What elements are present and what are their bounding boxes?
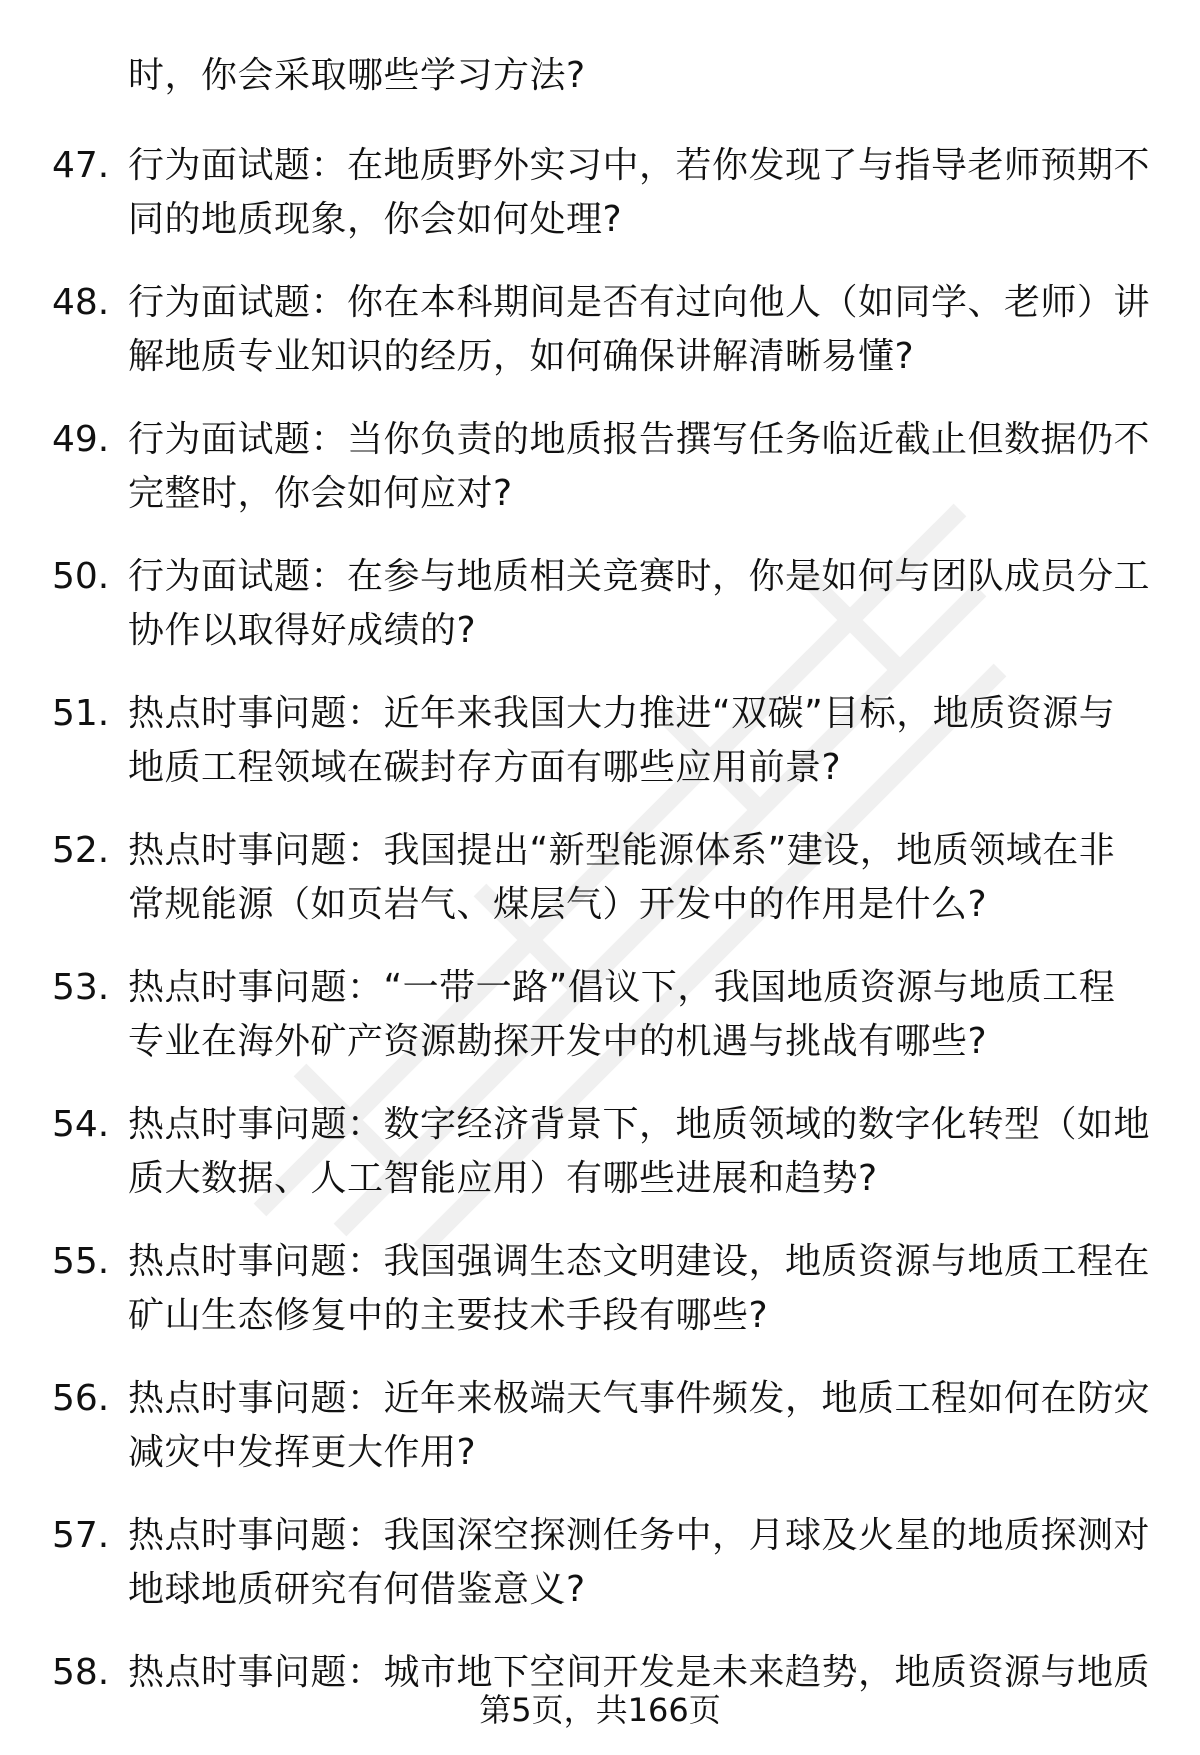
question-text-line: 减灾中发挥更大作用? [128, 1432, 477, 1473]
question-number: 52. [52, 830, 110, 871]
question-number: 54. [52, 1104, 110, 1145]
question-text-line: 矿山生态修复中的主要技术手段有哪些? [128, 1295, 769, 1336]
question-text-line: 协作以取得好成绩的? [128, 610, 477, 651]
question-text-line: 行为面试题：在参与地质相关竞赛时，你是如何与团队成员分工 [128, 556, 1151, 597]
page-footer: 第5页，共166页 [479, 1691, 721, 1729]
question-text-line: 行为面试题：当你负责的地质报告撰写任务临近截止但数据仍不 [128, 419, 1151, 460]
question-text-line: 同的地质现象，你会如何处理? [128, 199, 623, 240]
question-number: 48. [52, 282, 110, 323]
question-text-line: 热点时事问题：我国深空探测任务中，月球及火星的地质探测对 [128, 1515, 1151, 1556]
question-number: 56. [52, 1378, 110, 1419]
question-text-line: 常规能源（如页岩气、煤层气）开发中的作用是什么? [128, 884, 988, 925]
question-number: 58. [52, 1652, 110, 1693]
question-text-line: 时，你会采取哪些学习方法? [128, 55, 586, 96]
question-text-line: 专业在海外矿产资源勘探开发中的机遇与挑战有哪些? [128, 1021, 988, 1062]
question-number: 55. [52, 1241, 110, 1282]
question-number: 50. [52, 556, 110, 597]
question-text-line: 解地质专业知识的经历，如何确保讲解清晰易懂? [128, 336, 915, 377]
question-text-line: 热点时事问题：“一带一路”倡议下，我国地质资源与地质工程 [128, 967, 1116, 1008]
question-number: 53. [52, 967, 110, 1008]
question-number: 51. [52, 693, 110, 734]
question-text-line: 热点时事问题：我国提出“新型能源体系”建设，地质领域在非 [128, 830, 1116, 871]
question-text-line: 地球地质研究有何借鉴意义? [128, 1569, 586, 1610]
question-text-line: 质大数据、人工智能应用）有哪些进展和趋势? [128, 1158, 878, 1199]
question-text-line: 热点时事问题：近年来极端天气事件频发，地质工程如何在防灾 [128, 1378, 1151, 1419]
question-text-line: 热点时事问题：我国强调生态文明建设，地质资源与地质工程在 [128, 1241, 1151, 1282]
question-text-line: 热点时事问题：数字经济背景下，地质领域的数字化转型（如地 [128, 1104, 1151, 1145]
question-text-line: 地质工程领域在碳封存方面有哪些应用前景? [128, 747, 842, 788]
question-text-line: 完整时，你会如何应对? [128, 473, 513, 514]
question-text-line: 热点时事问题：城市地下空间开发是未来趋势，地质资源与地质 [128, 1652, 1151, 1693]
question-number: 49. [52, 419, 110, 460]
question-number: 57. [52, 1515, 110, 1556]
question-text-line: 行为面试题：在地质野外实习中，若你发现了与指导老师预期不 [128, 145, 1151, 186]
question-number: 47. [52, 145, 110, 186]
question-text-line: 行为面试题：你在本科期间是否有过向他人（如同学、老师）讲 [128, 282, 1151, 323]
question-text-line: 热点时事问题：近年来我国大力推进“双碳”目标，地质资源与 [128, 693, 1116, 734]
